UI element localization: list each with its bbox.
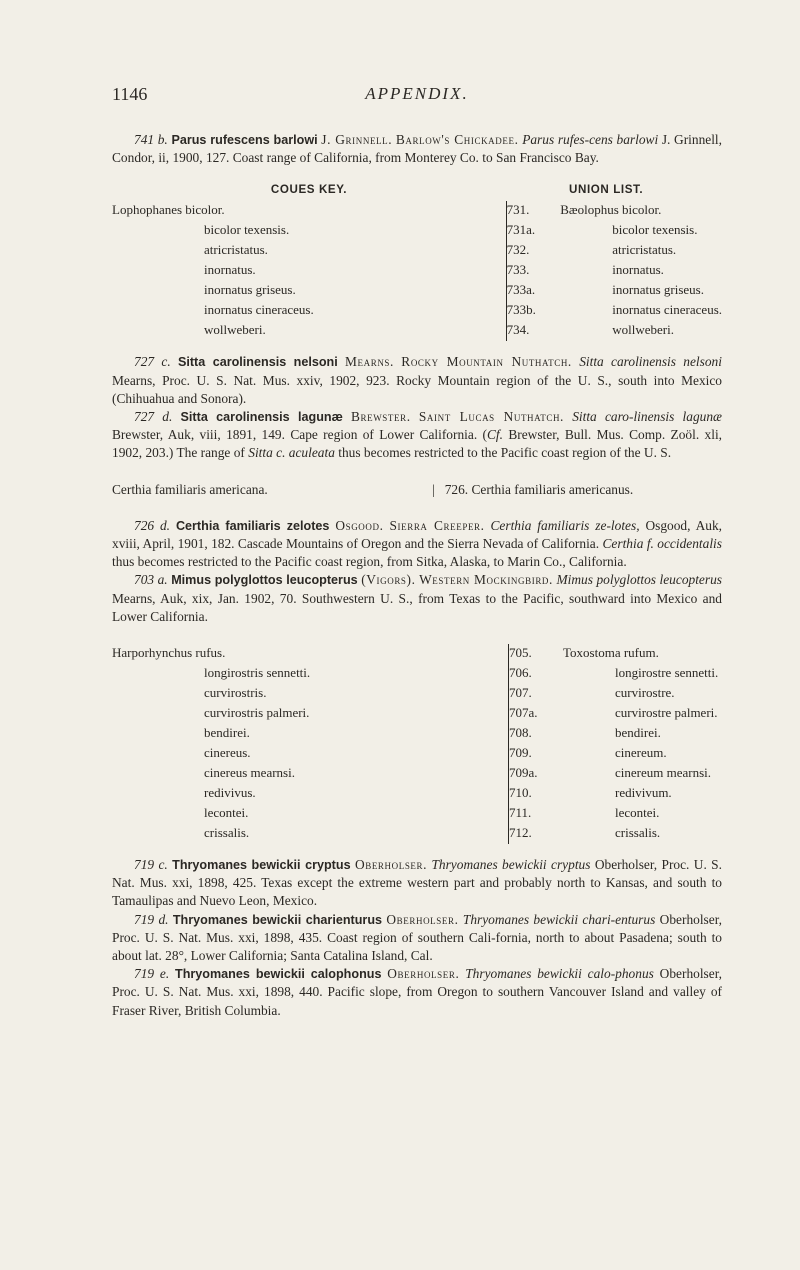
table-row: crissalis. 712. crissalis. xyxy=(112,824,722,844)
table-row: inornatus cineraceus. 733b. inornatus cineraceus. xyxy=(112,301,722,321)
table-thrashers xyxy=(112,644,722,844)
table-row: cinereus. 709. cinereum. xyxy=(112,744,722,764)
table-header xyxy=(112,181,722,201)
entry-727d: 727 d. Sitta carolinensis lagunæ Brewster. Saint Lucas Nuthatch. Sitta caro-linensis lagunæ Brewster, Auk, viii, 1891, 149. Cape region of Lower California. (Cf. Brewster, Bull. Mus. Comp. Zoöl. xli, 1902, 203.) The range of Sitta c. aculeata thus becomes restricted to the Pacific coast region of the U. S. xyxy=(112,409,723,461)
page-number: 1146 xyxy=(112,84,148,104)
entry-741b: 741 b. Parus rufescens barlowi J. Grinnell. Barlow's Chickadee. Parus rufes-cens barlowi J. Grinnell, Condor, ii, 1900, 127. Coast range of California, from Monterey Co. to San Francisco Bay. xyxy=(112,132,723,166)
page-header xyxy=(112,84,722,108)
table-row: longirostris sennetti. 706. longirostre sennetti. xyxy=(112,664,722,684)
union-list-heading: UNION LIST. xyxy=(569,183,644,197)
entry-719d: 719 d. Thryomanes bewickii charienturus Oberholser. Thryomanes bewickii chari-enturus Oberholser, Proc. U. S. Nat. Mus. xxi, 1898, 435. Coast region of southern Cali-fornia, north to about Pasadena; south to about lat. 28°, Lower California; Santa Catalina Island, Cal. xyxy=(112,911,722,964)
table-row: wollweberi. 734. wollweberi. xyxy=(112,321,722,341)
table-row: inornatus griseus. 733a. inornatus griseus. xyxy=(112,281,722,301)
table-row: atricristatus. 732. atricristatus. xyxy=(112,241,722,261)
table-row: bicolor texensis. 731a. bicolor texensis. xyxy=(112,221,722,241)
table-row: cinereus mearnsi. 709a. cinereum mearnsi. xyxy=(112,764,722,784)
table-chickadees xyxy=(112,181,722,341)
entry-727c: 727 c. Sitta carolinensis nelsoni Mearns. Rocky Mountain Nuthatch. Sitta carolinensis nelsoni Mearns, Proc. U. S. Nat. Mus. xxiv, 1902, 923. Rocky Mountain region of the U. S., south into Mexico (Chihuahua and Sonora). xyxy=(112,354,722,406)
running-title: APPENDIX. xyxy=(365,84,469,103)
table-row: lecontei. 711. lecontei. xyxy=(112,804,722,824)
entry-703a: 703 a. Mimus polyglottos leucopterus (Vigors). Western Mockingbird. Mimus polyglottos leucopterus Mearns, Auk, xix, Jan. 1902, 70. Southwestern U. S., from Texas to the Pacific, southward into Mexico and Lower California. xyxy=(112,572,722,624)
table-row: Lophophanes bicolor. 731. Bæolophus bicolor. xyxy=(112,201,722,221)
page-content xyxy=(112,131,722,1020)
table-row: redivivus. 710. redivivum. xyxy=(112,784,722,804)
table-row: curvirostris palmeri. 707a. curvirostre palmeri. xyxy=(112,704,722,724)
creeper-comparison: Certhia familiaris americana. | 726. Certhia familiaris americanus. xyxy=(112,481,634,497)
table-row: Harporhynchus rufus. 705. Toxostoma rufum. xyxy=(112,644,722,664)
entry-719e: 719 e. Thryomanes bewickii calophonus Oberholser. Thryomanes bewickii calo-phonus Oberholser, Proc. U. S. Nat. Mus. xxi, 1898, 440. Pacific slope, from Oregon to southern Vancouver Island and valley of Fraser River, British Columbia. xyxy=(112,966,722,1018)
table-row: curvirostris. 707. curvirostre. xyxy=(112,684,722,704)
table-row: bendirei. 708. bendirei. xyxy=(112,724,722,744)
entry-726d: 726 d. Certhia familiaris zelotes Osgood. Sierra Creeper. Certhia familiaris ze-lotes, Osgood, Auk, xviii, April, 1901, 182. Cascade Mountains of Oregon and the Sierra Nevada of California. Certhia f. occidentalis thus becomes restricted to the Pacific coast region, from Sitka, Alaska, to Marin Co., California. xyxy=(112,517,723,570)
coues-key-heading: COUES KEY. xyxy=(270,183,348,197)
table-row: inornatus. 733. inornatus. xyxy=(112,261,722,281)
entry-719c: 719 c. Thryomanes bewickii cryptus Oberholser. Thryomanes bewickii cryptus Oberholser, Proc. U. S. Nat. Mus. xxi, 1898, 425. Texas except the extreme western part and probably north to Kansas, and south to Tamaulipas and Nuevo Leon, Mexico. xyxy=(112,857,722,909)
